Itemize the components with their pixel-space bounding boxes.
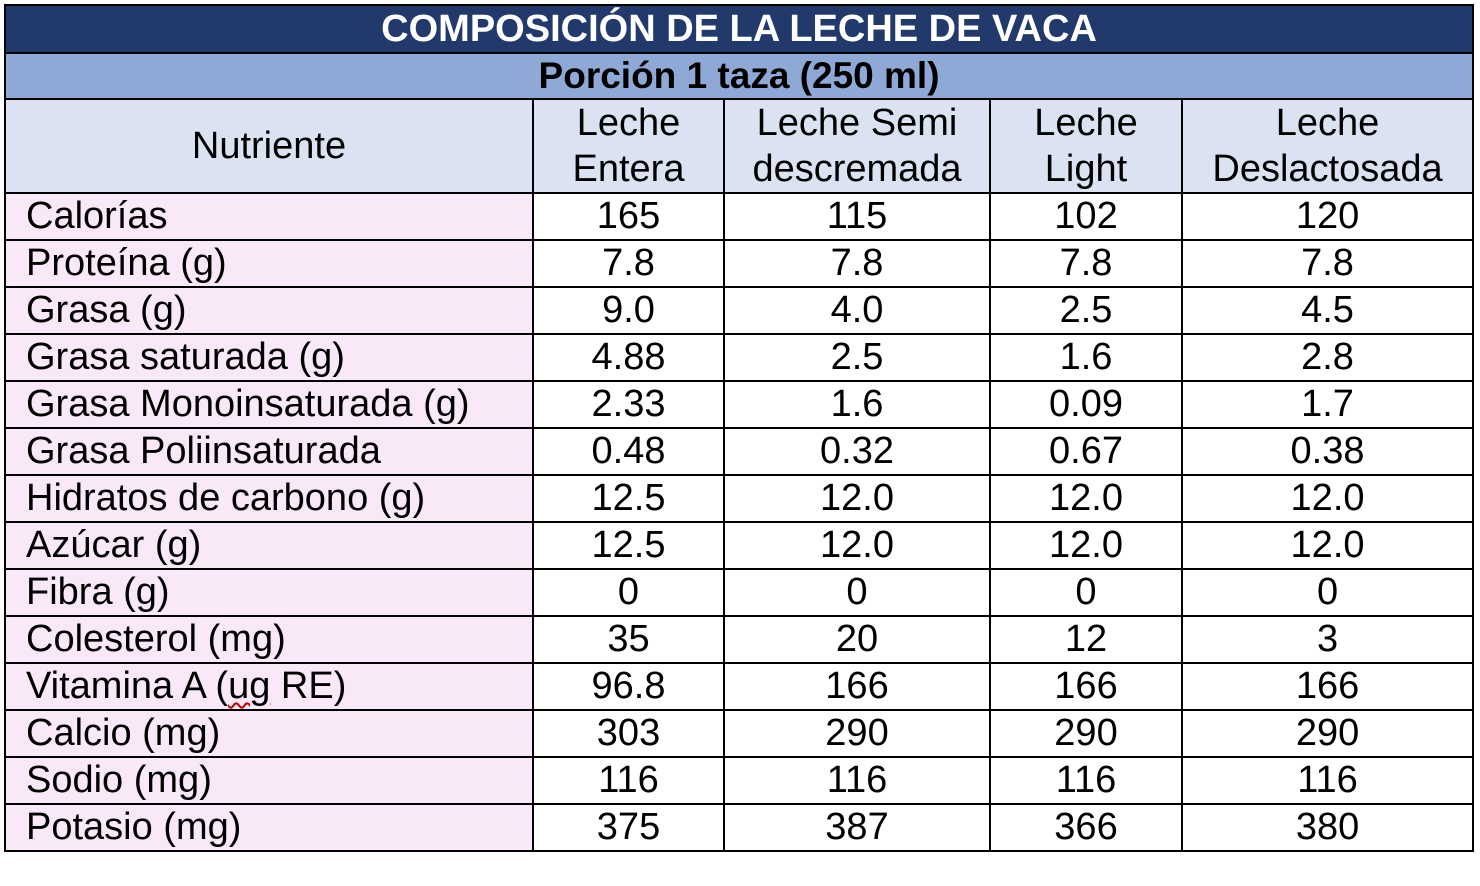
- column-header-entera-line1: Leche: [576, 102, 681, 144]
- value-cell-light: 12.0: [990, 475, 1182, 522]
- value-cell-entera: 4.88: [533, 334, 724, 381]
- nutrient-name-cell: Calcio (mg): [5, 710, 533, 757]
- value-cell-entera: 2.33: [533, 381, 724, 428]
- value-cell-deslactosada: 1.7: [1182, 381, 1473, 428]
- value-cell-semi: 387: [724, 804, 990, 851]
- column-header-entera-line2: Entera: [572, 148, 685, 190]
- value-cell-semi: 7.8: [724, 240, 990, 287]
- value-cell-deslactosada: 2.8: [1182, 334, 1473, 381]
- value-cell-semi: 12.0: [724, 475, 990, 522]
- table-row: [5, 569, 1473, 616]
- value-cell-entera: 7.8: [533, 240, 724, 287]
- milk-composition-table: [4, 4, 1474, 852]
- column-header-row: [5, 99, 1473, 193]
- value-cell-semi: 12.0: [724, 522, 990, 569]
- column-header-entera: [533, 99, 724, 193]
- column-header-light: [990, 99, 1182, 193]
- table-row: [5, 287, 1473, 334]
- table-row: [5, 804, 1473, 851]
- value-cell-light: 290: [990, 710, 1182, 757]
- value-cell-semi: 2.5: [724, 334, 990, 381]
- value-cell-light: 1.6: [990, 334, 1182, 381]
- nutrient-name-cell: Sodio (mg): [5, 757, 533, 804]
- value-cell-entera: 12.5: [533, 475, 724, 522]
- nutrient-name-cell: Fibra (g): [5, 569, 533, 616]
- column-header-deslactosada-line2: Deslactosada: [1212, 148, 1443, 190]
- value-cell-light: 12.0: [990, 522, 1182, 569]
- table-body: [5, 193, 1473, 851]
- value-cell-light: 366: [990, 804, 1182, 851]
- table-row: [5, 616, 1473, 663]
- value-cell-entera: 35: [533, 616, 724, 663]
- nutrient-name-cell: Proteína (g): [5, 240, 533, 287]
- column-header-semi-line2: descremada: [752, 148, 962, 190]
- column-header-nutrient: Nutriente: [5, 99, 533, 193]
- value-cell-entera: 375: [533, 804, 724, 851]
- value-cell-deslactosada: 290: [1182, 710, 1473, 757]
- value-cell-light: 0.09: [990, 381, 1182, 428]
- nutrient-name-cell: Hidratos de carbono (g): [5, 475, 533, 522]
- nutrient-name-cell: Calorías: [5, 193, 533, 240]
- column-header-deslactosada-line1: Leche: [1275, 102, 1380, 144]
- table-row: [5, 381, 1473, 428]
- value-cell-deslactosada: 12.0: [1182, 475, 1473, 522]
- nutrient-name-part: RE): [270, 665, 347, 707]
- value-cell-light: 102: [990, 193, 1182, 240]
- nutrient-name-cell: Colesterol (mg): [5, 616, 533, 663]
- value-cell-light: 7.8: [990, 240, 1182, 287]
- column-header-light-line2: Light: [1044, 148, 1128, 190]
- value-cell-deslactosada: 4.5: [1182, 287, 1473, 334]
- nutrient-name-spellcheck-word: ug: [228, 665, 271, 707]
- table-subtitle: Porción 1 taza (250 ml): [5, 53, 1473, 99]
- value-cell-entera: 9.0: [533, 287, 724, 334]
- value-cell-entera: 0.48: [533, 428, 724, 475]
- value-cell-deslactosada: 7.8: [1182, 240, 1473, 287]
- table-row: [5, 334, 1473, 381]
- value-cell-semi: 1.6: [724, 381, 990, 428]
- value-cell-deslactosada: 0.38: [1182, 428, 1473, 475]
- table-row: [5, 522, 1473, 569]
- value-cell-light: 116: [990, 757, 1182, 804]
- value-cell-entera: 12.5: [533, 522, 724, 569]
- nutrient-name-cell: [5, 663, 533, 710]
- nutrient-name-cell: Azúcar (g): [5, 522, 533, 569]
- value-cell-semi: 166: [724, 663, 990, 710]
- value-cell-semi: 0.32: [724, 428, 990, 475]
- nutrient-name-cell: Grasa Monoinsaturada (g): [5, 381, 533, 428]
- value-cell-entera: 116: [533, 757, 724, 804]
- column-header-semi-line1: Leche Semi: [756, 102, 958, 144]
- value-cell-light: 0.67: [990, 428, 1182, 475]
- table-title-row: [5, 5, 1473, 53]
- table-row: [5, 710, 1473, 757]
- value-cell-semi: 0: [724, 569, 990, 616]
- table-row: [5, 757, 1473, 804]
- value-cell-semi: 115: [724, 193, 990, 240]
- column-header-light-line1: Leche: [1034, 102, 1138, 144]
- value-cell-entera: 165: [533, 193, 724, 240]
- table-row: [5, 475, 1473, 522]
- table-row: [5, 193, 1473, 240]
- table-row: [5, 240, 1473, 287]
- value-cell-light: 12: [990, 616, 1182, 663]
- value-cell-semi: 20: [724, 616, 990, 663]
- nutrient-name-cell: Grasa (g): [5, 287, 533, 334]
- milk-composition-table-wrapper: [4, 4, 1474, 852]
- value-cell-semi: 116: [724, 757, 990, 804]
- value-cell-deslactosada: 116: [1182, 757, 1473, 804]
- table-row: [5, 428, 1473, 475]
- value-cell-semi: 4.0: [724, 287, 990, 334]
- column-header-semi: [724, 99, 990, 193]
- value-cell-semi: 290: [724, 710, 990, 757]
- value-cell-light: 166: [990, 663, 1182, 710]
- value-cell-deslactosada: 12.0: [1182, 522, 1473, 569]
- value-cell-deslactosada: 0: [1182, 569, 1473, 616]
- table-subtitle-row: [5, 53, 1473, 99]
- value-cell-deslactosada: 120: [1182, 193, 1473, 240]
- nutrient-name-cell: Grasa Poliinsaturada: [5, 428, 533, 475]
- table-row: [5, 663, 1473, 710]
- value-cell-deslactosada: 3: [1182, 616, 1473, 663]
- table-title: COMPOSICIÓN DE LA LECHE DE VACA: [5, 5, 1473, 53]
- value-cell-entera: 0: [533, 569, 724, 616]
- nutrient-name-part: Vitamina A (: [26, 665, 229, 707]
- value-cell-entera: 303: [533, 710, 724, 757]
- nutrient-name-cell: Potasio (mg): [5, 804, 533, 851]
- value-cell-deslactosada: 166: [1182, 663, 1473, 710]
- value-cell-entera: 96.8: [533, 663, 724, 710]
- value-cell-light: 0: [990, 569, 1182, 616]
- column-header-deslactosada: [1182, 99, 1473, 193]
- value-cell-deslactosada: 380: [1182, 804, 1473, 851]
- nutrient-name-cell: Grasa saturada (g): [5, 334, 533, 381]
- value-cell-light: 2.5: [990, 287, 1182, 334]
